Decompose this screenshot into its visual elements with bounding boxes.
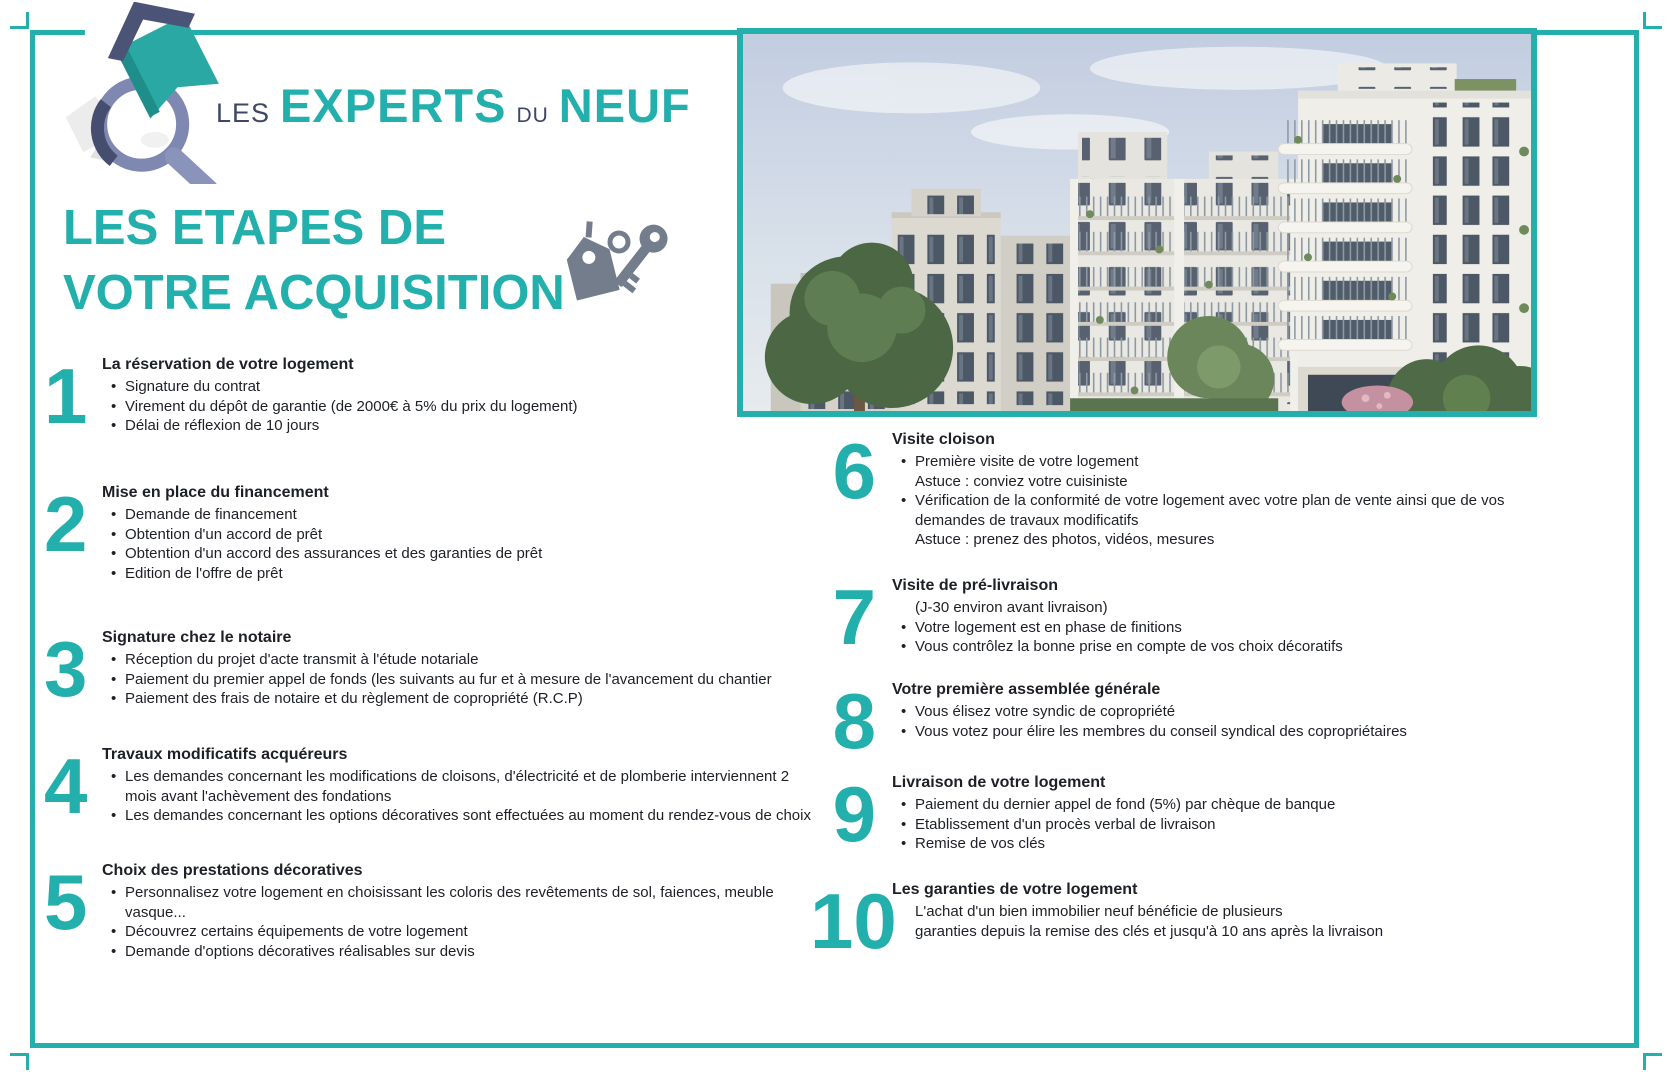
step-content bbox=[892, 577, 1508, 657]
step-3 bbox=[44, 625, 816, 713]
step-content bbox=[892, 431, 1508, 550]
step-item: • Paiement du dernier appel de fond (5%) par chèque de banque bbox=[892, 795, 1508, 815]
step-item: • Première visite de votre logement bbox=[892, 452, 1508, 472]
step-item: • Découvrez certains équipements de votre logement bbox=[102, 922, 816, 942]
step-number: 6 bbox=[832, 427, 876, 515]
step-number: 5 bbox=[44, 858, 88, 946]
step-5 bbox=[44, 858, 816, 961]
step-content bbox=[102, 746, 816, 826]
step-9 bbox=[810, 770, 1508, 858]
step-content bbox=[892, 681, 1508, 755]
step-item: • Obtention d'un accord des assurances et des garanties de prêt bbox=[102, 544, 816, 564]
step-content bbox=[102, 862, 816, 961]
logo-word-neuf: NEUF bbox=[558, 79, 691, 132]
step-item: garanties depuis la remise des clés et jusqu'à 10 ans après la livraison bbox=[915, 922, 1384, 940]
step-item: L'achat d'un bien immobilier neuf bénéficie de plusieurs bbox=[915, 903, 1283, 920]
step-item: • Vérification de la conformité de votre logement avec votre plan de vente ainsi que de vos demandes de travaux modificatifs bbox=[892, 491, 1508, 530]
step-title: Signature chez le notaire bbox=[102, 629, 292, 646]
step-item: • Paiement des frais de notaire et du règlement de copropriété (R.C.P) bbox=[102, 689, 816, 709]
step-item: • Demande de financement bbox=[102, 505, 816, 525]
house-magnifying-glass-icon bbox=[50, 2, 242, 184]
step-title: Votre première assemblée générale bbox=[892, 681, 1161, 698]
step-items bbox=[892, 902, 1508, 941]
step-item: • Vous élisez votre syndic de copropriété bbox=[892, 702, 1508, 722]
step-title: Les garanties de votre logement bbox=[892, 881, 1138, 898]
corner-mark-top-left bbox=[10, 12, 29, 29]
step-4 bbox=[44, 742, 816, 830]
page-title-line1: LES ETAPES DE bbox=[63, 201, 447, 255]
corner-mark-top-right bbox=[1643, 12, 1662, 29]
step-item: • Les demandes concernant les modifications de cloisons, d'électricité et de plomberie interviennent 2 mois avant l'achèvement des fondations bbox=[102, 767, 816, 806]
step-item: • Demande d'options décoratives réalisables sur devis bbox=[102, 942, 816, 962]
step-number: 4 bbox=[44, 742, 88, 830]
keys-icon bbox=[556, 216, 672, 317]
step-items bbox=[892, 452, 1508, 550]
step-items bbox=[102, 505, 816, 583]
page-title bbox=[63, 196, 565, 326]
step-title: Mise en place du financement bbox=[102, 484, 329, 501]
step-number: 10 bbox=[810, 877, 897, 965]
step-content bbox=[102, 484, 816, 583]
logo-word-les: LES bbox=[216, 98, 271, 128]
building-illustration bbox=[743, 34, 1531, 411]
step-6 bbox=[810, 427, 1508, 550]
step-content bbox=[102, 356, 816, 436]
step-item: • Etablissement d'un procès verbal de livraison bbox=[892, 815, 1508, 835]
step-title: Visite cloison bbox=[892, 431, 995, 448]
step-item: • Les demandes concernant les options décoratives sont effectuées au moment du rendez-vous de choix bbox=[102, 806, 816, 826]
step-title: Choix des prestations décoratives bbox=[102, 862, 363, 879]
step-item: (J-30 environ avant livraison) bbox=[915, 599, 1108, 616]
step-number: 8 bbox=[832, 677, 876, 765]
building-photo bbox=[737, 28, 1537, 417]
corner-mark-bottom-right bbox=[1643, 1053, 1662, 1070]
step-item: • Remise de vos clés bbox=[892, 834, 1508, 854]
step-number: 7 bbox=[832, 573, 876, 661]
step-item: • Signature du contrat bbox=[102, 377, 816, 397]
step-title: Livraison de votre logement bbox=[892, 774, 1106, 791]
step-item: • Réception du projet d'acte transmit à l'étude notariale bbox=[102, 650, 816, 670]
step-items bbox=[892, 795, 1508, 854]
step-2 bbox=[44, 480, 816, 583]
logo-word-experts: EXPERTS bbox=[280, 79, 507, 132]
step-items bbox=[102, 650, 816, 709]
step-8 bbox=[810, 677, 1508, 765]
step-number: 2 bbox=[44, 480, 88, 568]
step-item: • Votre logement est en phase de finitions bbox=[892, 618, 1508, 638]
step-title: La réservation de votre logement bbox=[102, 356, 354, 373]
step-10 bbox=[810, 877, 1508, 965]
step-items bbox=[102, 883, 816, 961]
step-title: Visite de pré-livraison bbox=[892, 577, 1058, 594]
step-content bbox=[892, 774, 1508, 854]
step-item: • Virement du dépôt de garantie (de 2000€ à 5% du prix du logement) bbox=[102, 397, 816, 417]
logo-wordmark bbox=[216, 78, 691, 133]
step-content bbox=[892, 881, 1508, 955]
step-number: 1 bbox=[44, 352, 88, 440]
step-item: • Personnalisez votre logement en choisissant les coloris des revêtements de sol, faiences, meuble vasque... bbox=[102, 883, 816, 922]
step-number: 9 bbox=[832, 770, 876, 858]
step-items bbox=[102, 767, 816, 826]
step-item: • Edition de l'offre de prêt bbox=[102, 564, 816, 584]
step-item: Astuce : conviez votre cuisiniste bbox=[915, 472, 1128, 490]
step-items bbox=[102, 377, 816, 436]
step-item: • Délai de réflexion de 10 jours bbox=[102, 416, 816, 436]
step-1 bbox=[44, 352, 816, 440]
corner-mark-bottom-left bbox=[10, 1053, 29, 1070]
step-item: • Obtention d'un accord de prêt bbox=[102, 525, 816, 545]
step-item: • Paiement du premier appel de fonds (les suivants au fur et à mesure de l'avancement du chantier bbox=[102, 670, 816, 690]
step-item: • Vous votez pour élire les membres du conseil syndical des copropriétaires bbox=[892, 722, 1508, 742]
page-title-line2: VOTRE ACQUISITION bbox=[63, 266, 565, 320]
step-content bbox=[102, 629, 816, 709]
step-7 bbox=[810, 573, 1508, 661]
step-title: Travaux modificatifs acquéreurs bbox=[102, 746, 348, 763]
step-item: • Vous contrôlez la bonne prise en compte de vos choix décoratifs bbox=[892, 637, 1508, 657]
step-items bbox=[892, 702, 1508, 741]
step-items bbox=[892, 598, 1508, 657]
logo-word-du: DU bbox=[516, 104, 549, 127]
logo bbox=[50, 2, 242, 189]
step-number: 3 bbox=[44, 625, 88, 713]
step-item: Astuce : prenez des photos, vidéos, mesures bbox=[915, 531, 1215, 549]
